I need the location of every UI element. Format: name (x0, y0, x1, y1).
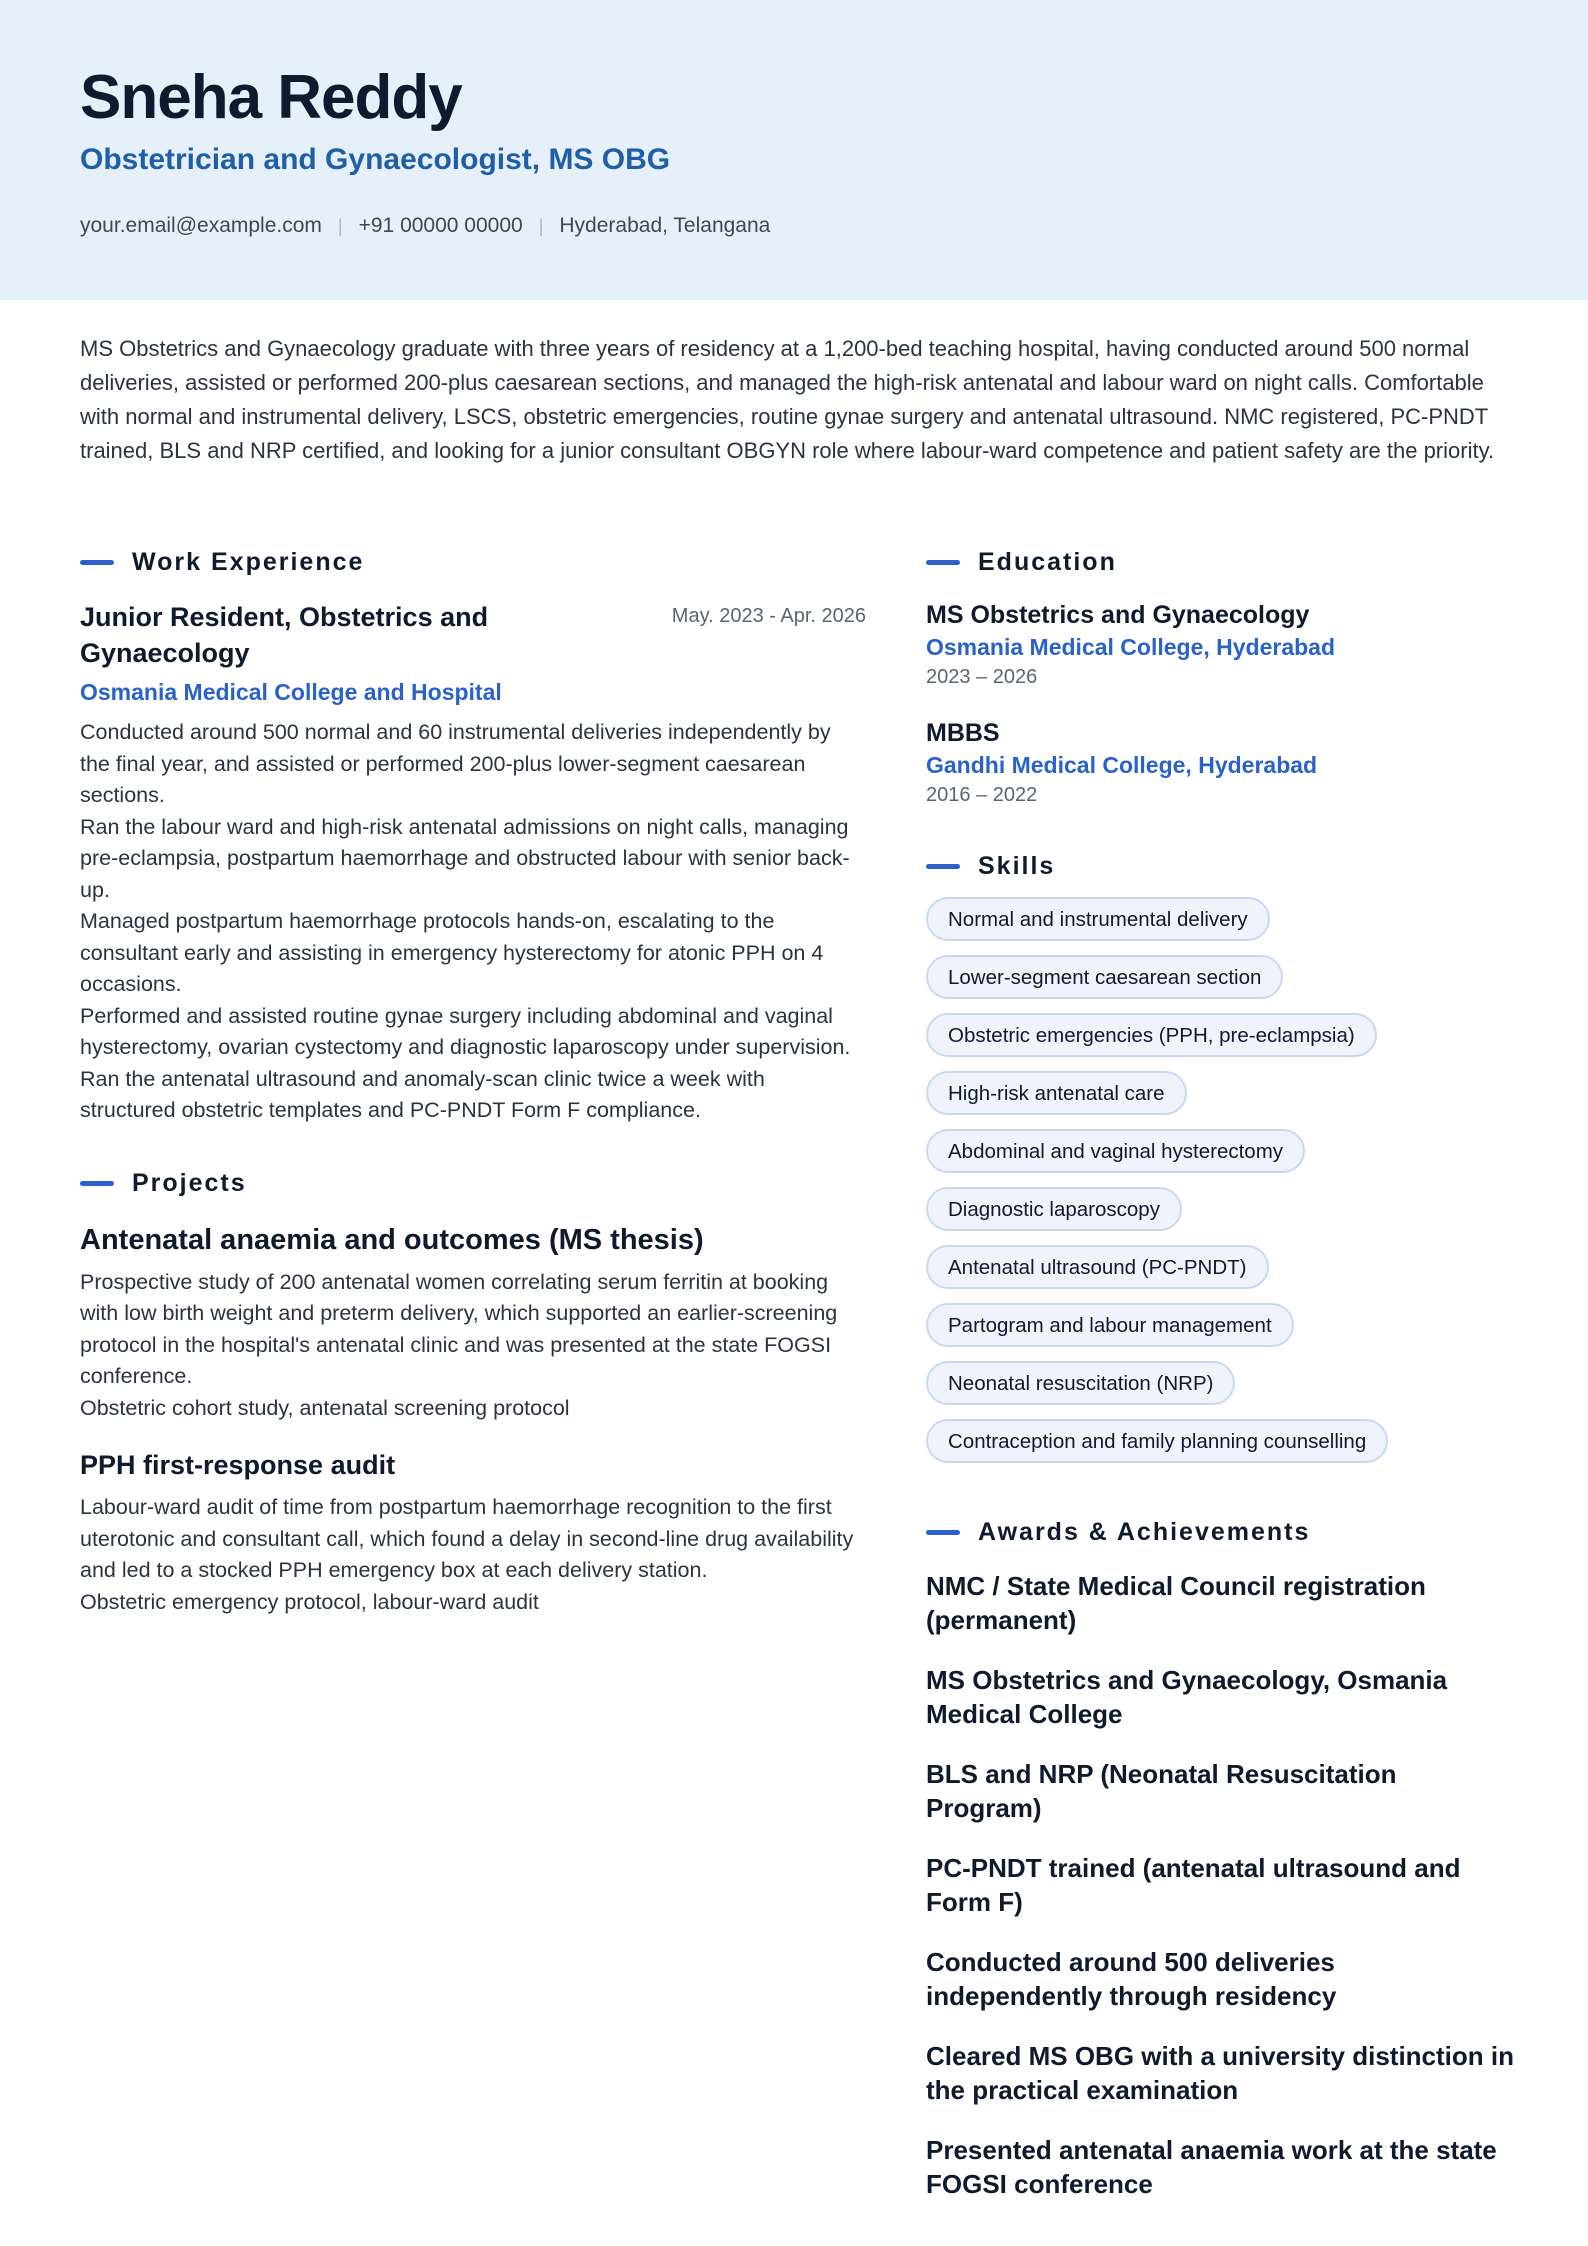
contact-location: Hyderabad, Telangana (559, 214, 771, 237)
section-title: Education (978, 547, 1117, 576)
right-column (926, 545, 1516, 2227)
education-entry (926, 599, 1516, 691)
contact-email[interactable]: your.email@example.com (80, 214, 322, 237)
job-entry (80, 599, 866, 1127)
project-tags: Obstetric cohort study, antenatal screening protocol (80, 1395, 570, 1420)
skill-chip: Partogram and labour management (926, 1303, 1294, 1347)
job-duty: Performed and assisted routine gynae surgery including abdominal and vaginal hysterectomy, ovarian cystectomy and diagnostic laparoscopy under supervision. (80, 1003, 851, 1059)
skill-chip: Antenatal ultrasound (PC-PNDT) (926, 1245, 1269, 1289)
job-duty: Managed postpartum haemorrhage protocols hands-on, escalating to the consultant early and assisting in emergency hysterectomy for atonic PPH on 4 occasions. (80, 909, 824, 996)
resume-header (0, 0, 1588, 300)
education-school: Osmania Medical College, Hyderabad (926, 634, 1336, 660)
job-organization: Osmania Medical College and Hospital (80, 679, 502, 705)
candidate-title: Obstetrician and Gynaecologist, MS OBG (80, 143, 671, 176)
contact-separator: | (538, 215, 544, 236)
section-title: Work Experience (132, 547, 365, 576)
section-accent-bar (80, 1181, 114, 1186)
skill-chip: Abdominal and vaginal hysterectomy (926, 1129, 1305, 1173)
education-years: 2023 – 2026 (926, 666, 1038, 688)
award-item: MS Obstetrics and Gynaecology, Osmania Medical College (926, 1665, 1448, 1729)
award-item: BLS and NRP (Neonatal Resuscitation Program) (926, 1759, 1397, 1823)
section-title: Skills (978, 851, 1056, 880)
skill-chip: Obstetric emergencies (PPH, pre-eclampsia) (926, 1013, 1377, 1057)
projects-heading (80, 1167, 866, 1201)
education-school: Gandhi Medical College, Hyderabad (926, 752, 1318, 778)
awards-heading (926, 1515, 1516, 1549)
skill-chip: Neonatal resuscitation (NRP) (926, 1361, 1235, 1405)
education-degree: MBBS (926, 719, 1000, 747)
award-item: NMC / State Medical Council registration (permanent) (926, 1571, 1426, 1635)
award-item: PC-PNDT trained (antenatal ultrasound and Form F) (926, 1853, 1461, 1917)
contact-line (80, 214, 770, 238)
work-experience-heading (80, 545, 866, 579)
left-column (80, 545, 866, 1618)
education-heading (926, 545, 1516, 579)
skill-chip: Lower-segment caesarean section (926, 955, 1283, 999)
project-description: Prospective study of 200 antenatal women correlating serum ferritin at booking with low birth weight and preterm delivery, which supported an earlier-screening protocol in the hospital's antenatal clinic and was presented at the state FOGSI conference. (80, 1269, 838, 1388)
job-duties (80, 717, 866, 1127)
education-entry (926, 717, 1516, 809)
section-accent-bar (926, 560, 960, 565)
project-title: PPH first-response audit (80, 1450, 396, 1480)
section-accent-bar (926, 1530, 960, 1535)
skill-chip: High-risk antenatal care (926, 1071, 1187, 1115)
project-entry (80, 1221, 866, 1425)
section-accent-bar (926, 864, 960, 869)
education-years: 2016 – 2022 (926, 784, 1038, 806)
award-item: Cleared MS OBG with a university distinction in the practical examination (926, 2041, 1514, 2105)
project-title: Antenatal anaemia and outcomes (MS thesis) (80, 1223, 704, 1256)
section-title: Awards & Achievements (978, 1517, 1311, 1546)
skills-heading (926, 849, 1516, 883)
contact-phone[interactable]: +91 00000 00000 (358, 214, 523, 237)
candidate-name: Sneha Reddy (80, 63, 462, 132)
project-entry (80, 1446, 866, 1618)
education-degree: MS Obstetrics and Gynaecology (926, 601, 1310, 629)
skill-chip: Normal and instrumental delivery (926, 897, 1270, 941)
award-item: Presented antenatal anaemia work at the state FOGSI conference (926, 2135, 1497, 2199)
section-accent-bar (80, 560, 114, 565)
section-title: Projects (132, 1169, 247, 1197)
skills-list (926, 897, 1516, 1477)
job-dates: May. 2023 - Apr. 2026 (671, 605, 866, 627)
professional-summary: MS Obstetrics and Gynaecology graduate with three years of residency at a 1,200-bed teaching hospital, having conducted around 500 normal deliveries, assisted or performed 200-plus caesarean sections, and managed the high-risk antenatal and labour ward on night calls. Comfortable with normal and instrumental delivery, LSCS, obstetric emergencies, routine gynae surgery and antenatal ultrasound. NMC registered, PC-PNDT trained, BLS and NRP certified, and looking for a junior consultant OBGYN role where labour-ward competence and patient safety are the priority. (80, 336, 1495, 463)
job-title: Junior Resident, Obstetrics and Gynaecology (80, 602, 489, 668)
awards-list (926, 1569, 1516, 2201)
contact-separator: | (337, 215, 343, 236)
project-description: Labour-ward audit of time from postpartum haemorrhage recognition to the first uterotonic and consultant call, which found a delay in second-line drug availability and led to a stocked PPH emergency box at each delivery station. (80, 1495, 854, 1582)
project-tags: Obstetric emergency protocol, labour-ward audit (80, 1589, 539, 1614)
job-duty: Ran the labour ward and high-risk antenatal admissions on night calls, managing pre-eclampsia, postpartum haemorrhage and obstructed labour with senior back-up. (80, 814, 850, 902)
skill-chip: Diagnostic laparoscopy (926, 1187, 1182, 1231)
job-duty: Conducted around 500 normal and 60 instrumental deliveries independently by the final year, and assisted or performed 200-plus lower-segment caesarean sections. (80, 720, 831, 807)
skill-chip: Contraception and family planning counselling (926, 1419, 1388, 1463)
award-item: Conducted around 500 deliveries independently through residency (926, 1947, 1337, 2011)
job-duty: Ran the antenatal ultrasound and anomaly-scan clinic twice a week with structured obstetric templates and PC-PNDT Form F compliance. (80, 1066, 765, 1122)
